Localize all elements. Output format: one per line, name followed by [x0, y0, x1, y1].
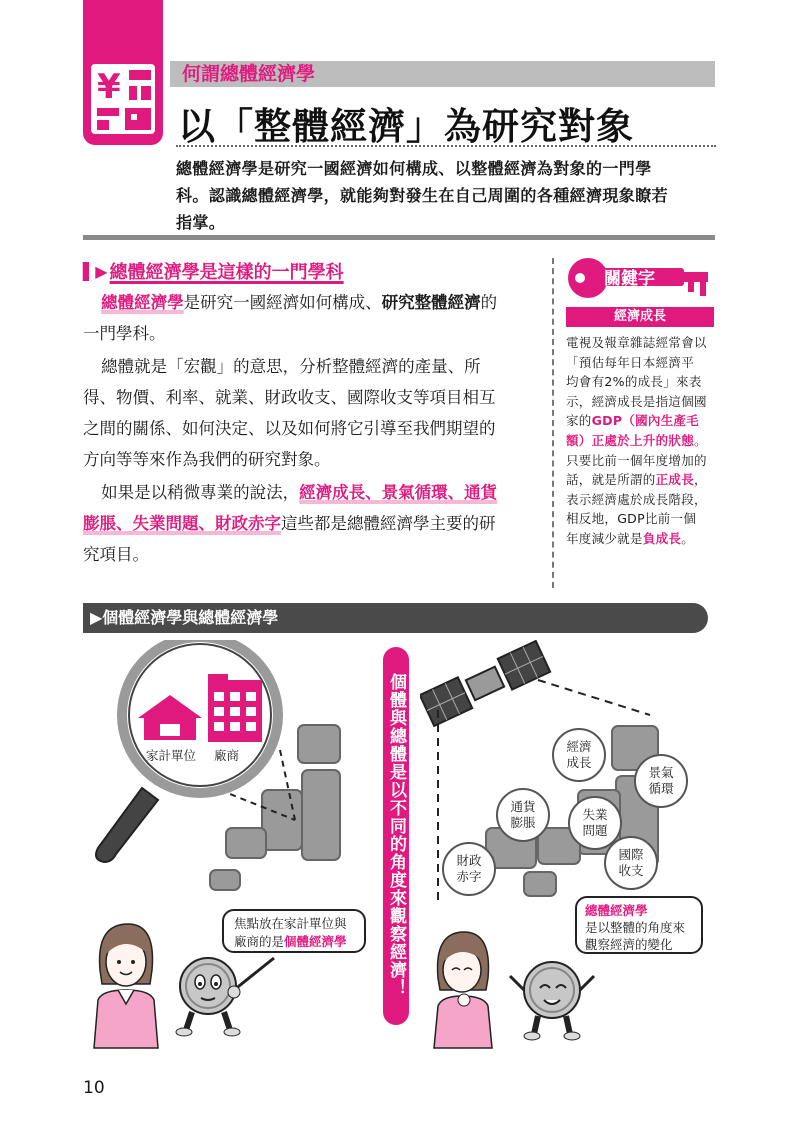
- intro-line: 總體經濟學是研究一國經濟如何構成、以整體經濟為對象的一門學: [176, 159, 652, 178]
- highlight-term: 經濟成長、景氣循環、通貨: [299, 483, 498, 502]
- bubble-line: 焦點放在家計單位與: [234, 916, 347, 931]
- keyword-badge-label: 關鍵字: [604, 269, 655, 289]
- label-economic-growth: [552, 728, 606, 782]
- keyword-line: 表示經濟處於成長階段，: [566, 491, 707, 507]
- vertical-banner: [383, 647, 409, 1025]
- firm-label: 廠商: [214, 748, 240, 763]
- text-run: 是研究一國經濟如何構成、: [183, 293, 382, 312]
- keyword-line: 示，經濟成長是指這個國: [566, 393, 707, 409]
- text-run: 廠商的是: [234, 934, 285, 949]
- intro-line: 科。認識總體經濟學，就能夠對發生在自己周圍的各種經濟現象瞭若: [176, 186, 669, 205]
- label-business-cycle: [634, 754, 688, 808]
- sidebar-divider: [552, 258, 554, 588]
- section-heading-text: 總體經濟學是這樣的一門學科: [109, 262, 344, 283]
- intro-paragraph: [176, 155, 716, 236]
- section-heading: [83, 258, 344, 284]
- text-run: 。: [681, 530, 695, 546]
- keyword-line: [566, 470, 718, 490]
- keyword-line: [566, 411, 718, 431]
- paragraph-1: [83, 287, 541, 318]
- keyword-term: 經濟成長: [566, 307, 714, 327]
- paragraph-2-line: 得、物價、利率、就業、財政收支、國際收支等項目相互: [83, 388, 496, 407]
- svg-text:¥: ¥: [97, 67, 121, 107]
- keyword-definition: [566, 333, 718, 549]
- keyword-line: [566, 529, 718, 549]
- bubble-line: 觀察經濟的變化: [585, 937, 673, 952]
- intro-line: 指掌。: [176, 213, 226, 232]
- vertical-banner-text: 個體與總體是以不同的角度來觀察經濟！: [386, 673, 406, 997]
- paragraph-2-line: 方向等等來作為我們的研究對象。: [83, 450, 331, 469]
- title-divider: [176, 145, 716, 147]
- paragraph-3-cont: [83, 508, 541, 539]
- label-line: 國際: [618, 847, 644, 862]
- body-text: [83, 285, 541, 570]
- highlight-term: GDP（國內生產毛: [591, 413, 700, 429]
- label-line: 經濟: [566, 739, 592, 754]
- text-run: 。: [694, 432, 707, 448]
- text-run: 如果是以稍微專業的說法，: [101, 483, 300, 502]
- label-line: 循環: [648, 781, 674, 796]
- page-number: 10: [83, 1078, 105, 1098]
- highlight-term: 總體經濟學: [585, 903, 648, 918]
- woman-and-coin-illustration: [88, 920, 288, 1050]
- paragraph-3-end: 究項目。: [83, 545, 149, 564]
- highlight-term: 總體經濟學: [101, 293, 184, 312]
- highlight-term: 膨脹、失業問題、財政赤字: [83, 514, 281, 533]
- paragraph-2-line: 總體就是「宏觀」的意思，分析整體經濟的產量、所: [101, 357, 481, 376]
- highlight-term: 正成長: [655, 472, 695, 488]
- text-run: ，: [694, 472, 707, 488]
- keyword-line: 均會有2%的成長」來表: [566, 374, 702, 390]
- highlight-term: 負成長: [642, 530, 682, 546]
- keyword-line: 電視及報章雜誌經常會以: [566, 335, 707, 350]
- keyword-line: [566, 431, 718, 451]
- section-subtitle: 何謂總體經濟學: [182, 63, 316, 85]
- text-run: 話，就是所謂的: [566, 472, 656, 488]
- highlight-term: 個體經濟學: [284, 934, 347, 949]
- label-line: 赤字: [456, 869, 482, 884]
- paragraph-3: [83, 477, 541, 508]
- highlight-term: 額）正處於上升的狀態: [566, 432, 695, 448]
- paragraph-2-line: 之間的關係、如何決定、以及如何將它引導至我們期望的: [83, 419, 496, 438]
- label-fiscal-deficit: [442, 842, 496, 896]
- keyword-line: 只要比前一個年度增加的: [566, 452, 707, 468]
- keyword-line: 「預估每年日本經濟平: [566, 354, 695, 370]
- label-inflation: [496, 788, 550, 842]
- text-run: 家的: [566, 413, 592, 429]
- yen-building-icon: [89, 62, 157, 136]
- text-run: 的: [480, 293, 498, 312]
- page-title: 以「整體經濟」為研究對象: [178, 105, 634, 148]
- bubble-line: 是以整體的角度來: [585, 920, 686, 935]
- label-line: 問題: [582, 823, 608, 838]
- magnifier-illustration: [90, 640, 380, 900]
- household-label: 家計單位: [146, 748, 197, 763]
- triangle-marker-icon: ▌▶: [83, 261, 108, 281]
- label-line: 財政: [456, 853, 482, 868]
- text-run: 年度減少就是: [566, 530, 643, 546]
- label-line: 收支: [618, 863, 644, 878]
- label-line: 景氣: [648, 765, 674, 780]
- label-balance-of-payments: [604, 836, 658, 890]
- label-line: 通貨: [510, 799, 536, 814]
- label-line: 失業: [582, 807, 608, 822]
- label-line: 成長: [566, 755, 592, 770]
- woman-and-coin-right-illustration: [428, 930, 598, 1050]
- label-line: 膨脹: [510, 815, 536, 830]
- diagram-title: ▶個體經濟學與總體經濟學: [90, 608, 279, 627]
- header-rule: [83, 235, 715, 240]
- text-run: 這些都是總體經濟學主要的研: [281, 514, 496, 533]
- paragraph-1-cont: 一門學科。: [83, 324, 166, 343]
- key-icon: [566, 256, 716, 302]
- category-icon: [83, 0, 163, 145]
- bold-term: 研究整體經濟: [381, 293, 481, 312]
- keyword-line: 相反地，GDP比前一個: [566, 511, 697, 527]
